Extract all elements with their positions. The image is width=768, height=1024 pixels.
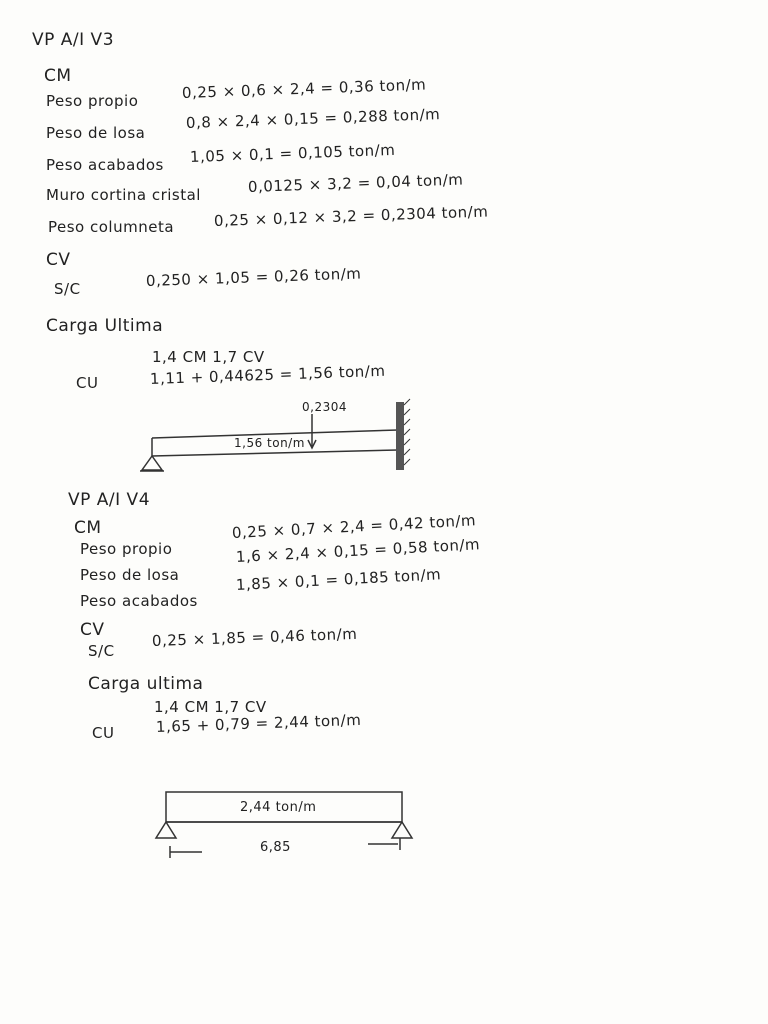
cu-label: CU <box>92 724 115 742</box>
sc-label: S/C <box>54 280 81 298</box>
load-factors: 1,4 CM 1,7 CV <box>152 348 265 366</box>
row-label: Peso de losa <box>46 124 146 142</box>
ultimate-load-title: Carga Ultima <box>46 316 164 336</box>
row-label: Peso acabados <box>80 592 198 610</box>
cu-calc: 1,65 + 0,79 = 2,44 ton/m <box>155 710 362 736</box>
row-label: Peso columneta <box>48 218 175 236</box>
row-calc: 0,25 × 0,6 × 2,4 = 0,36 ton/m <box>181 75 427 102</box>
sc-label: S/C <box>88 642 115 660</box>
dist-load-label: 2,44 ton/m <box>240 800 317 815</box>
row-calc: 0,25 × 0,12 × 3,2 = 0,2304 ton/m <box>213 202 489 230</box>
row-label: Peso de losa <box>80 566 180 584</box>
cu-calc: 1,11 + 0,44625 = 1,56 ton/m <box>149 361 386 388</box>
dist-load-label: 1,56 ton/m <box>234 436 305 450</box>
row-label: Muro cortina cristal <box>46 186 201 204</box>
ultimate-load-title: Carga ultima <box>88 674 204 694</box>
cm-header: CM <box>74 518 102 538</box>
point-load-label: 0,2304 <box>302 400 347 414</box>
row-calc: 0,8 × 2,4 × 0,15 = 0,288 ton/m <box>185 105 441 132</box>
row-label: Peso propio <box>46 92 139 110</box>
load-factors: 1,4 CM 1,7 CV <box>154 698 267 716</box>
row-calc: 1,05 × 0,1 = 0,105 ton/m <box>189 140 396 166</box>
cu-label: CU <box>76 374 99 392</box>
cv-header: CV <box>80 620 105 640</box>
cm-header: CM <box>44 66 72 86</box>
sc-calc: 0,250 × 1,05 = 0,26 ton/m <box>145 264 362 290</box>
pin-support-right-icon <box>392 822 412 838</box>
row-label: Peso acabados <box>46 156 164 174</box>
row-calc: 0,0125 × 3,2 = 0,04 ton/m <box>247 170 464 196</box>
span-label: 6,85 <box>260 840 291 855</box>
row-calc: 1,6 × 2,4 × 0,15 = 0,58 ton/m <box>235 535 481 566</box>
section-title-v3: VP A/I V3 <box>32 30 115 50</box>
row-calc: 0,25 × 0,7 × 2,4 = 0,42 ton/m <box>231 511 477 542</box>
section-title-v4: VP A/I V4 <box>68 490 151 510</box>
row-calc: 1,85 × 0,1 = 0,185 ton/m <box>235 565 442 594</box>
cv-header: CV <box>46 250 71 270</box>
row-label: Peso propio <box>80 540 173 558</box>
pin-support-left-icon <box>156 822 176 838</box>
sc-calc: 0,25 × 1,85 = 0,46 ton/m <box>151 624 358 650</box>
